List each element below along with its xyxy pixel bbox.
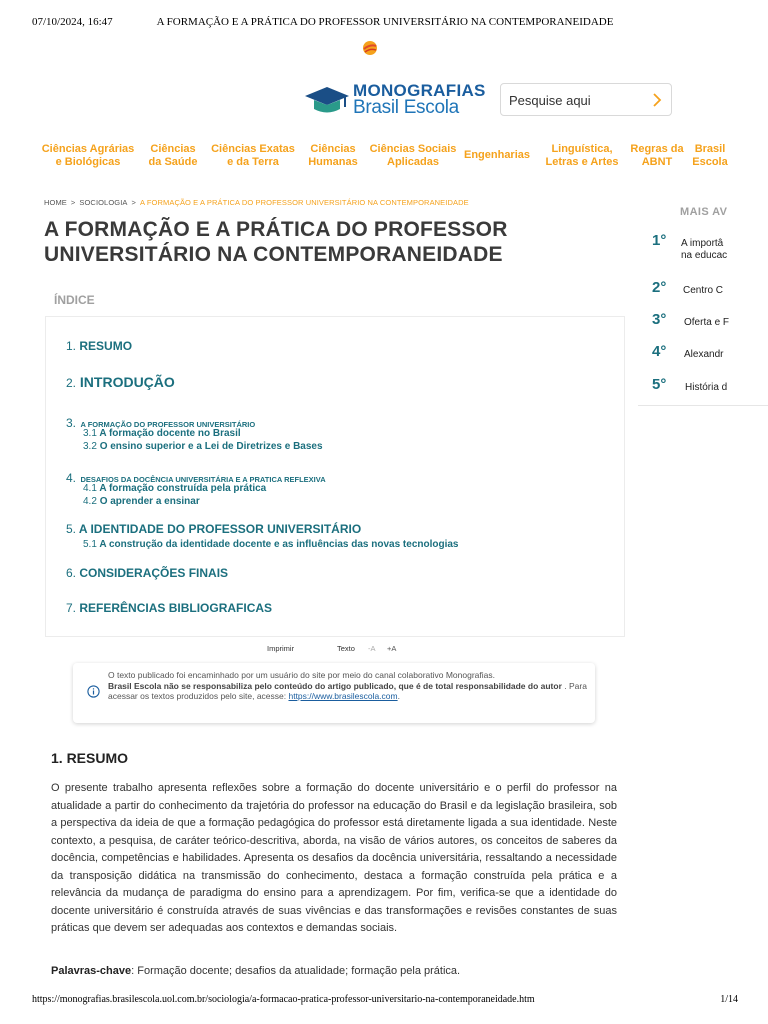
nav-item-line2: ABNT xyxy=(641,156,673,168)
nav-item-line1: Ciências xyxy=(150,143,196,155)
toc-text: CONSIDERAÇÕES FINAIS xyxy=(79,566,229,580)
nav-item-line2: Letras e Artes xyxy=(545,156,619,168)
nav-item-line1: Brasil xyxy=(694,143,726,155)
print-header xyxy=(32,16,738,30)
toc-num: 5.1 xyxy=(83,539,97,550)
sidebar-rank: 5° xyxy=(652,376,667,393)
sidebar-item-line1: História d xyxy=(685,382,728,393)
page-title xyxy=(44,217,604,267)
info-icon xyxy=(87,685,100,698)
logo-line2: Brasil Escola xyxy=(353,97,459,118)
toc-text: A IDENTIDADE DO PROFESSOR UNIVERSITÁRIO xyxy=(78,522,362,536)
toc-text: A construção da identidade docente e as influências das novas tecnologias xyxy=(99,539,459,550)
nav-item-line2: e Biológicas xyxy=(55,156,121,168)
toc-text: A FORMAÇÃO DO PROFESSOR UNIVERSITÁRIO xyxy=(80,420,256,429)
toc-text: INTRODUÇÃO xyxy=(79,374,175,390)
nav-item-line1: Ciências Agrárias xyxy=(41,143,135,155)
sidebar-rank: 1° xyxy=(652,232,667,249)
toc-num: 3.2 xyxy=(83,441,97,452)
nav-item-regras-abnt[interactable] xyxy=(628,143,686,169)
sidebar-rank: 4° xyxy=(652,343,667,360)
brasilescola-link[interactable]: https://www.brasilescola.com xyxy=(288,691,398,702)
print-title: A FORMAÇÃO E A PRÁTICA DO PROFESSOR UNIVERSITÁRIO NA CONTEMPORANEIDADE xyxy=(156,16,614,28)
nav-item-line2: e da Terra xyxy=(227,156,279,168)
brasil-escola-ball-icon xyxy=(362,40,378,56)
toc-subitem-3-2[interactable] xyxy=(83,441,323,452)
keywords xyxy=(51,963,617,980)
toc-num: 6. xyxy=(66,566,77,580)
resumo-body: O presente trabalho apresenta reflexões sobre a formação do docente universitário e o perfil do professor na atualidade a partir do conhecimento da trajetória do professor na educação do Brasil e da legislação brasileira, sob a perspectiva da ideia de que a formação pedagógica do professor está diretamente ligada a sua identidade. Neste contexto, a pesquisa, de caráter teórico-descritiva, aborda, na visão de vários autores, os conceitos de saberes da docência, competências e habilidades. Apresenta os desafios da docência universitária, ressaltando a necessidade da transposição didática na transmissão do conhecimento, destaca a formação construída pela prática e a relevância da mudança de paradigma do ensino para a aprendizagem. Por fim, verifica-se que a identidade do docente universitário é construída através de suas vivências e das transformações e revisões constantes de suas práticas que devem ser adequadas aos contextos e demandas sociais. xyxy=(51,782,617,934)
article-tools xyxy=(0,644,768,656)
breadcrumb-separator: > xyxy=(70,198,76,207)
breadcrumb-home[interactable]: HOME xyxy=(44,198,67,207)
page-title-line2: UNIVERSITÁRIO NA CONTEMPORANEIDADE xyxy=(44,243,503,266)
search-box xyxy=(500,83,672,116)
nav-item-line1: Ciências Exatas xyxy=(211,143,295,155)
toc-item-introducao[interactable] xyxy=(66,374,175,390)
page-number: 1/14 xyxy=(720,994,738,1005)
category-nav xyxy=(0,143,768,175)
toc-subitem-5-1[interactable] xyxy=(83,539,459,550)
print-url: https://monografias.brasilescola.uol.com.br/sociologia/a-formacao-pratica-professor-universitario-na-contemporaneidade.htm xyxy=(32,994,535,1005)
nav-item-line1: Linguística, xyxy=(551,143,613,155)
toc-num: 4.2 xyxy=(83,496,97,507)
nav-item-line1: Ciências Sociais xyxy=(369,143,457,155)
logo-line1: MONOGRAFIAS xyxy=(353,81,486,100)
monografias-logo[interactable] xyxy=(303,81,486,118)
print-button[interactable]: Imprimir xyxy=(267,644,295,653)
toc-num: 5. xyxy=(66,522,77,536)
toc-num: 1. xyxy=(66,339,77,353)
toc-num: 3.1 xyxy=(83,428,97,439)
nav-item-line2: da Saúde xyxy=(148,156,198,168)
disclaimer-line1: O texto publicado foi encaminhado por um usuário do site por meio do canal colaborativo Monografias. xyxy=(108,670,495,680)
page-title-line1: A FORMAÇÃO E A PRÁTICA DO PROFESSOR xyxy=(44,218,508,241)
sidebar-item-2[interactable] xyxy=(683,285,723,297)
toc-num: 3. xyxy=(66,416,77,430)
sidebar-item-1[interactable] xyxy=(681,238,727,262)
sidebar-item-line1: Alexandr xyxy=(684,349,724,360)
table-of-contents xyxy=(45,316,625,637)
nav-item-line2: Aplicadas xyxy=(387,156,439,168)
toc-subitem-4-2[interactable] xyxy=(83,496,200,507)
disclaimer-rest: . Para acessar os textos produzidos pelo site, acesse: xyxy=(108,680,587,702)
disclaimer-text xyxy=(108,670,588,702)
sidebar-item-5[interactable] xyxy=(685,382,727,394)
toc-item-referencias[interactable] xyxy=(66,601,272,615)
breadcrumb-separator: > xyxy=(131,198,136,207)
breadcrumb-category[interactable]: SOCIOLOGIA xyxy=(79,198,128,207)
toc-item-identidade[interactable] xyxy=(66,522,361,536)
toc-subitem-3-1[interactable] xyxy=(83,428,241,439)
nav-item-line1: Ciências xyxy=(310,143,356,155)
toc-num: 4.1 xyxy=(83,483,97,494)
chevron-right-icon[interactable] xyxy=(651,93,663,107)
nav-item-ciencias-sociais[interactable] xyxy=(367,143,459,169)
toc-subitem-4-1[interactable] xyxy=(83,483,266,494)
toc-text: A formação construída pela prática xyxy=(99,483,267,494)
keywords-label: Palavras-chave xyxy=(51,965,132,977)
toc-item-resumo[interactable] xyxy=(66,339,132,353)
toc-num: 4. xyxy=(66,471,77,485)
search-input[interactable] xyxy=(509,90,644,110)
toc-text: REFERÊNCIAS BIBLIOGRAFICAS xyxy=(79,601,273,615)
sidebar-item-line2: na educac xyxy=(681,250,728,261)
toc-num: 7. xyxy=(66,601,77,615)
disclaimer-end: . xyxy=(397,691,400,702)
sidebar-title: MAIS AV xyxy=(680,206,728,218)
nav-item-line2: Humanas xyxy=(308,156,358,168)
toc-item-consideracoes[interactable] xyxy=(66,566,228,580)
breadcrumb xyxy=(44,198,469,207)
disclaimer-notice xyxy=(73,663,595,723)
nav-item-ciencias-exatas[interactable] xyxy=(208,143,298,169)
toc-text: A formação docente no Brasil xyxy=(99,428,241,439)
sidebar-item-3[interactable] xyxy=(684,317,729,329)
disclaimer-bold: Brasil Escola não se responsabiliza pelo conteúdo do artigo publicado, que é de total responsabilidade do autor xyxy=(108,680,562,691)
most-read-sidebar xyxy=(638,200,768,410)
nav-item-brasil-escola[interactable] xyxy=(690,143,730,169)
sidebar-item-line1: Centro C xyxy=(683,285,724,296)
increase-text-button[interactable]: +A xyxy=(387,644,397,653)
decrease-text-button[interactable]: -A xyxy=(368,644,376,653)
nav-item-line1: Regras da xyxy=(630,143,684,155)
text-size-label: Texto xyxy=(337,644,355,653)
sidebar-item-line1: A importâ xyxy=(681,238,724,249)
sidebar-item-4[interactable] xyxy=(684,349,723,361)
nav-item-ciencias-agrarias[interactable] xyxy=(38,143,138,169)
nav-item-line1: Engenharias xyxy=(463,149,531,161)
nav-item-engenharias[interactable] xyxy=(461,149,533,162)
toc-text: O aprender a ensinar xyxy=(99,496,200,507)
sidebar-rank: 3° xyxy=(652,311,667,328)
nav-item-ciencias-saude[interactable] xyxy=(146,143,200,169)
nav-item-linguistica[interactable] xyxy=(538,143,626,169)
graduation-cap-icon xyxy=(303,84,351,116)
nav-item-ciencias-humanas[interactable] xyxy=(304,143,362,169)
toc-text: DESAFIOS DA DOCÊNCIA UNIVERSITÁRIA E A PRATICA REFLEXIVA xyxy=(80,475,326,484)
sidebar-divider xyxy=(638,405,768,406)
print-date: 07/10/2024, 16:47 xyxy=(32,16,113,28)
toc-text: O ensino superior e a Lei de Diretrizes e Bases xyxy=(99,441,323,452)
resumo-heading: 1. RESUMO xyxy=(51,750,129,766)
keywords-text: : Formação docente; desafios da atualidade; formação pela prática. xyxy=(131,965,461,977)
toc-num: 2. xyxy=(66,376,77,390)
nav-item-line2: Escola xyxy=(692,156,728,168)
print-footer xyxy=(32,994,738,1008)
breadcrumb-current: A FORMAÇÃO E A PRÁTICA DO PROFESSOR UNIVERSITÁRIO NA CONTEMPORANEIDADE xyxy=(139,198,469,207)
toc-label: ÍNDICE xyxy=(54,293,95,307)
sidebar-rank: 2° xyxy=(652,279,667,296)
toc-text: RESUMO xyxy=(79,339,133,353)
sidebar-item-line1: Oferta e F xyxy=(684,317,730,328)
